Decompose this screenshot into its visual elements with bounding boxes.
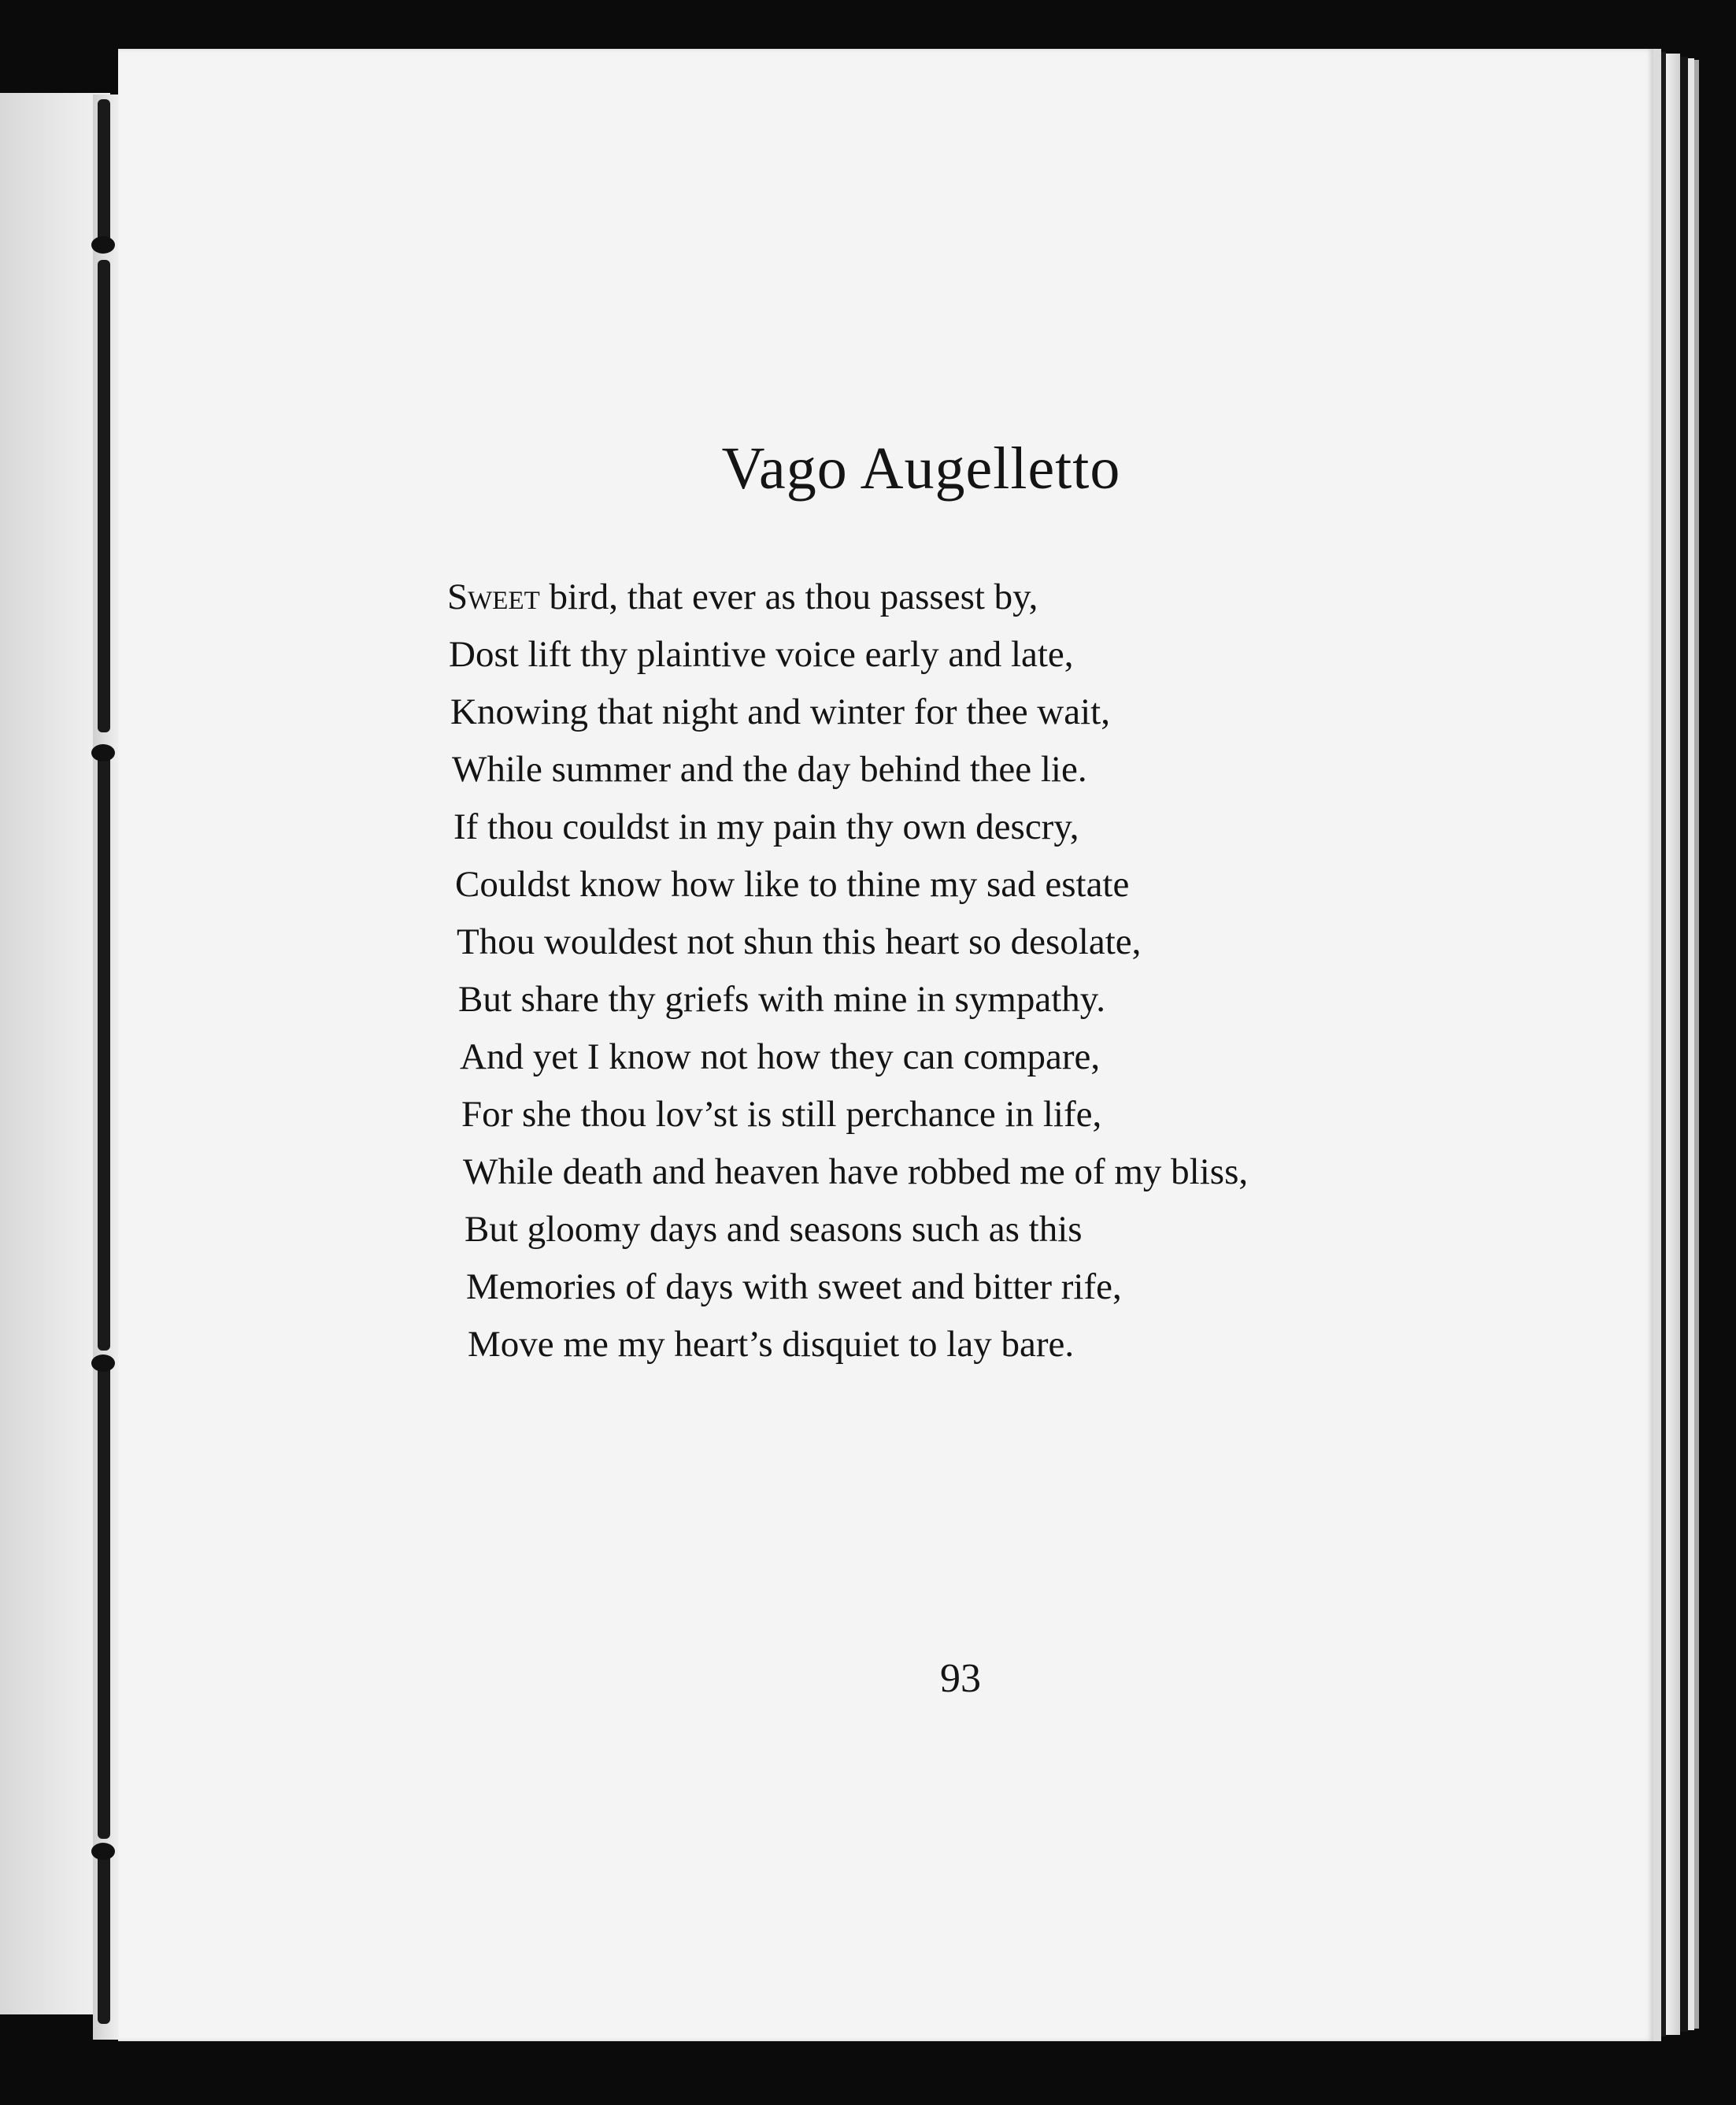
stitch-knot xyxy=(91,744,115,762)
poem-line: Thou wouldest not shun this heart so desolate, xyxy=(457,921,1142,962)
poem-first-line-rest: bird, that ever as thou passest by, xyxy=(539,576,1038,617)
poem-line: Move me my heart’s disquiet to lay bare. xyxy=(468,1324,1075,1365)
stitch-knot xyxy=(91,236,115,254)
page-edge xyxy=(1680,57,1688,2032)
page-number: 93 xyxy=(940,1656,981,1701)
poem-body xyxy=(447,569,1248,1373)
poem-line: And yet I know not how they can compare, xyxy=(460,1036,1101,1077)
poem-line: While death and heaven have robbed me of my bliss, xyxy=(463,1151,1249,1192)
poem-line: Dost lift thy plaintive voice early and late, xyxy=(449,634,1074,675)
page-edge xyxy=(1653,49,1661,2041)
binding-stitch xyxy=(98,1851,110,2024)
poem-line: But share thy griefs with mine in sympathy. xyxy=(458,979,1105,1020)
page-edge xyxy=(1694,60,1699,2029)
stitch-knot xyxy=(91,1355,115,1372)
binding-stitch xyxy=(98,260,110,732)
binding-stitch xyxy=(98,1366,110,1839)
page-edge xyxy=(1688,58,1694,2030)
poem-line: If thou couldst in my pain thy own descry, xyxy=(453,806,1079,847)
binding-stitch xyxy=(98,752,110,1351)
book-page xyxy=(118,49,1653,2041)
stitch-knot xyxy=(91,1843,115,1860)
poem-line: But gloomy days and seasons such as this xyxy=(465,1209,1083,1250)
poem-first-word: Sweet xyxy=(447,576,540,617)
poem-title: Vago Augelletto xyxy=(721,435,1121,502)
poem-line: For she thou lov’st is still perchance in life, xyxy=(461,1094,1102,1135)
poem-line: While summer and the day behind thee lie. xyxy=(452,749,1087,790)
poem-line: Couldst know how like to thine my sad estate xyxy=(455,864,1130,905)
poem-line: Knowing that night and winter for thee wait, xyxy=(450,691,1110,732)
page-edge xyxy=(1666,54,1680,2035)
poem-line: Memories of days with sweet and bitter rife, xyxy=(466,1266,1122,1307)
binding-stitch xyxy=(98,99,110,249)
poem-line xyxy=(447,569,1248,626)
